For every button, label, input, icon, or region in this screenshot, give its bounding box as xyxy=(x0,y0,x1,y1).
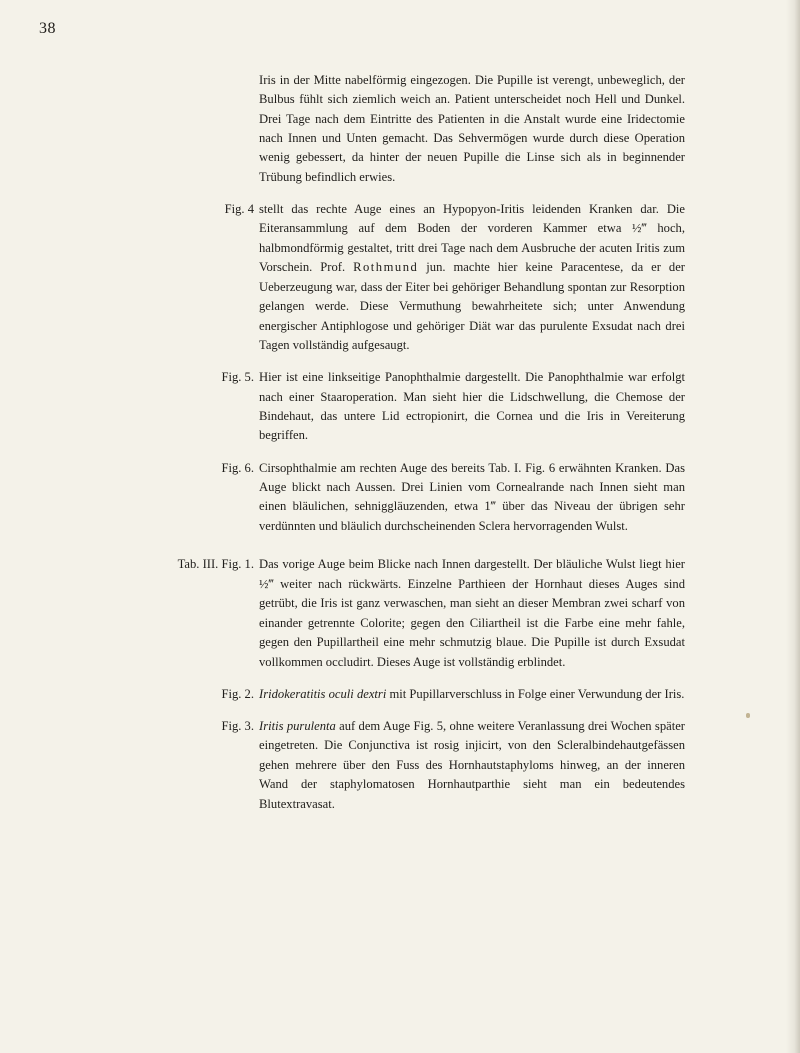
text-run: mit Pupillarverschluss in Folge einer Verwundung der Iris. xyxy=(386,686,685,701)
text-run: jun. machte hier keine Paracentese, da er der Ueberzeugung war, dass der Eiter bei gehöriger Behandlung spontan zur Resorption gelangen werde. Diese Vermuthung bewahrheitete sich; unter Anwendung energischer Antiphlogose und gehöriger Diät war das purulente Exsudat nach drei Tagen vollständig aufgesaugt. xyxy=(259,260,685,353)
figure-label: Fig. 2. xyxy=(221,686,254,701)
paragraph xyxy=(221,459,685,537)
paper-speck xyxy=(746,713,750,718)
figure-label: Fig. 5. xyxy=(221,370,254,385)
text-run: Hier ist eine linkseitige Panophthalmie dargestellt. Die Panophthalmie war erfolgt nach einer Staaroperation. Man sieht hier die Lidschwellung, die Chemose der Bindehaut, das untere Lid ectropionirt, die Cornea und die Iris in Vereiterung begriffen. xyxy=(259,370,685,443)
figure-label: Fig. 6. xyxy=(221,460,254,475)
latin-term: Iritis purulenta xyxy=(259,718,336,733)
paragraph xyxy=(224,200,685,356)
figure-label: Fig. 4 xyxy=(224,201,254,216)
text-run: stellt das rechte Auge eines an Hypopyon-Iritis leidenden Kranken dar. Die Eiteransammlung auf dem Boden der vorderen Kammer etwa ½‴ hoch, halbmondförmig gestaltet, tritt drei Tage nach dem Ausbruche der acuten Iritis zum Vorschein. Prof. xyxy=(259,201,685,275)
paragraph xyxy=(221,717,685,814)
figure-label: Fig. 3. xyxy=(221,718,254,733)
text-run: Das vorige Auge beim Blicke nach Innen dargestellt. Der bläuliche Wulst liegt hier ½‴ weiter nach rückwärts. Einzelne Parthieen der Hornhaut dieses Auges sind getrübt, die Iris ist ganz verwaschen, man sieht an dieser Membran zwei scharf von einander getrennte Colorite; gegen den Ciliartheil ist die Farbe eine mehr fahle, gegen den Pupillartheil eine mehr schmutzig blaue. Die Pupille ist durch Exsudat vollkommen occludirt. Dieses Auge ist vollständig erblindet. xyxy=(259,557,685,669)
person-name: Rothmund xyxy=(353,260,419,275)
page-number: 38 xyxy=(39,20,56,37)
body-text xyxy=(0,58,800,814)
paragraph xyxy=(177,555,685,672)
paragraph xyxy=(259,71,685,188)
paragraph xyxy=(221,368,685,446)
text-run: Cirsophthalmie am rechten Auge des bereits Tab. I. Fig. 6 erwähnten Kranken. Das Auge blickt nach Aussen. Drei Linien vom Cornealrande nach Innen sieht man einen bläulichen, sehniggläuzenden, etwa 1‴ über das Niveau der übrigen sehr verdünnten und bläulich durchscheinenden Sclera hervorragenden Wulst. xyxy=(259,460,685,533)
paragraph xyxy=(221,685,685,704)
text-run: auf dem Auge Fig. 5, ohne weitere Veranlassung drei Wochen später eingetreten. Die Conjunctiva ist rosig injicirt, von den Scleralbindehautgefässen gehen mehrere über den Fuss des Hornhautstaphyloms hinweg, an der inneren Wand der staphylomatosen Hornhautparthie sieht man ein bedeutendes Blutextravasat. xyxy=(259,718,685,811)
text-run: Iris in der Mitte nabelförmig eingezogen. Die Pupille ist verengt, unbeweglich, der Bulbus fühlt sich ziemlich weich an. Patient unterscheidet noch Hell und Dunkel. Drei Tage nach dem Eintritte des Patienten in die Anstalt wurde eine Iridectomie nach Innen und Unten gemacht. Das Sehvermögen wurde durch diese Operation wenig gebessert, da hinter der neuen Pupille die Linse sich als in beginnender Trübung befindlich erwies. xyxy=(259,72,685,184)
figure-label: Tab. III. Fig. 1. xyxy=(177,557,254,572)
latin-term: Iridokeratitis oculi dextri xyxy=(259,686,387,701)
